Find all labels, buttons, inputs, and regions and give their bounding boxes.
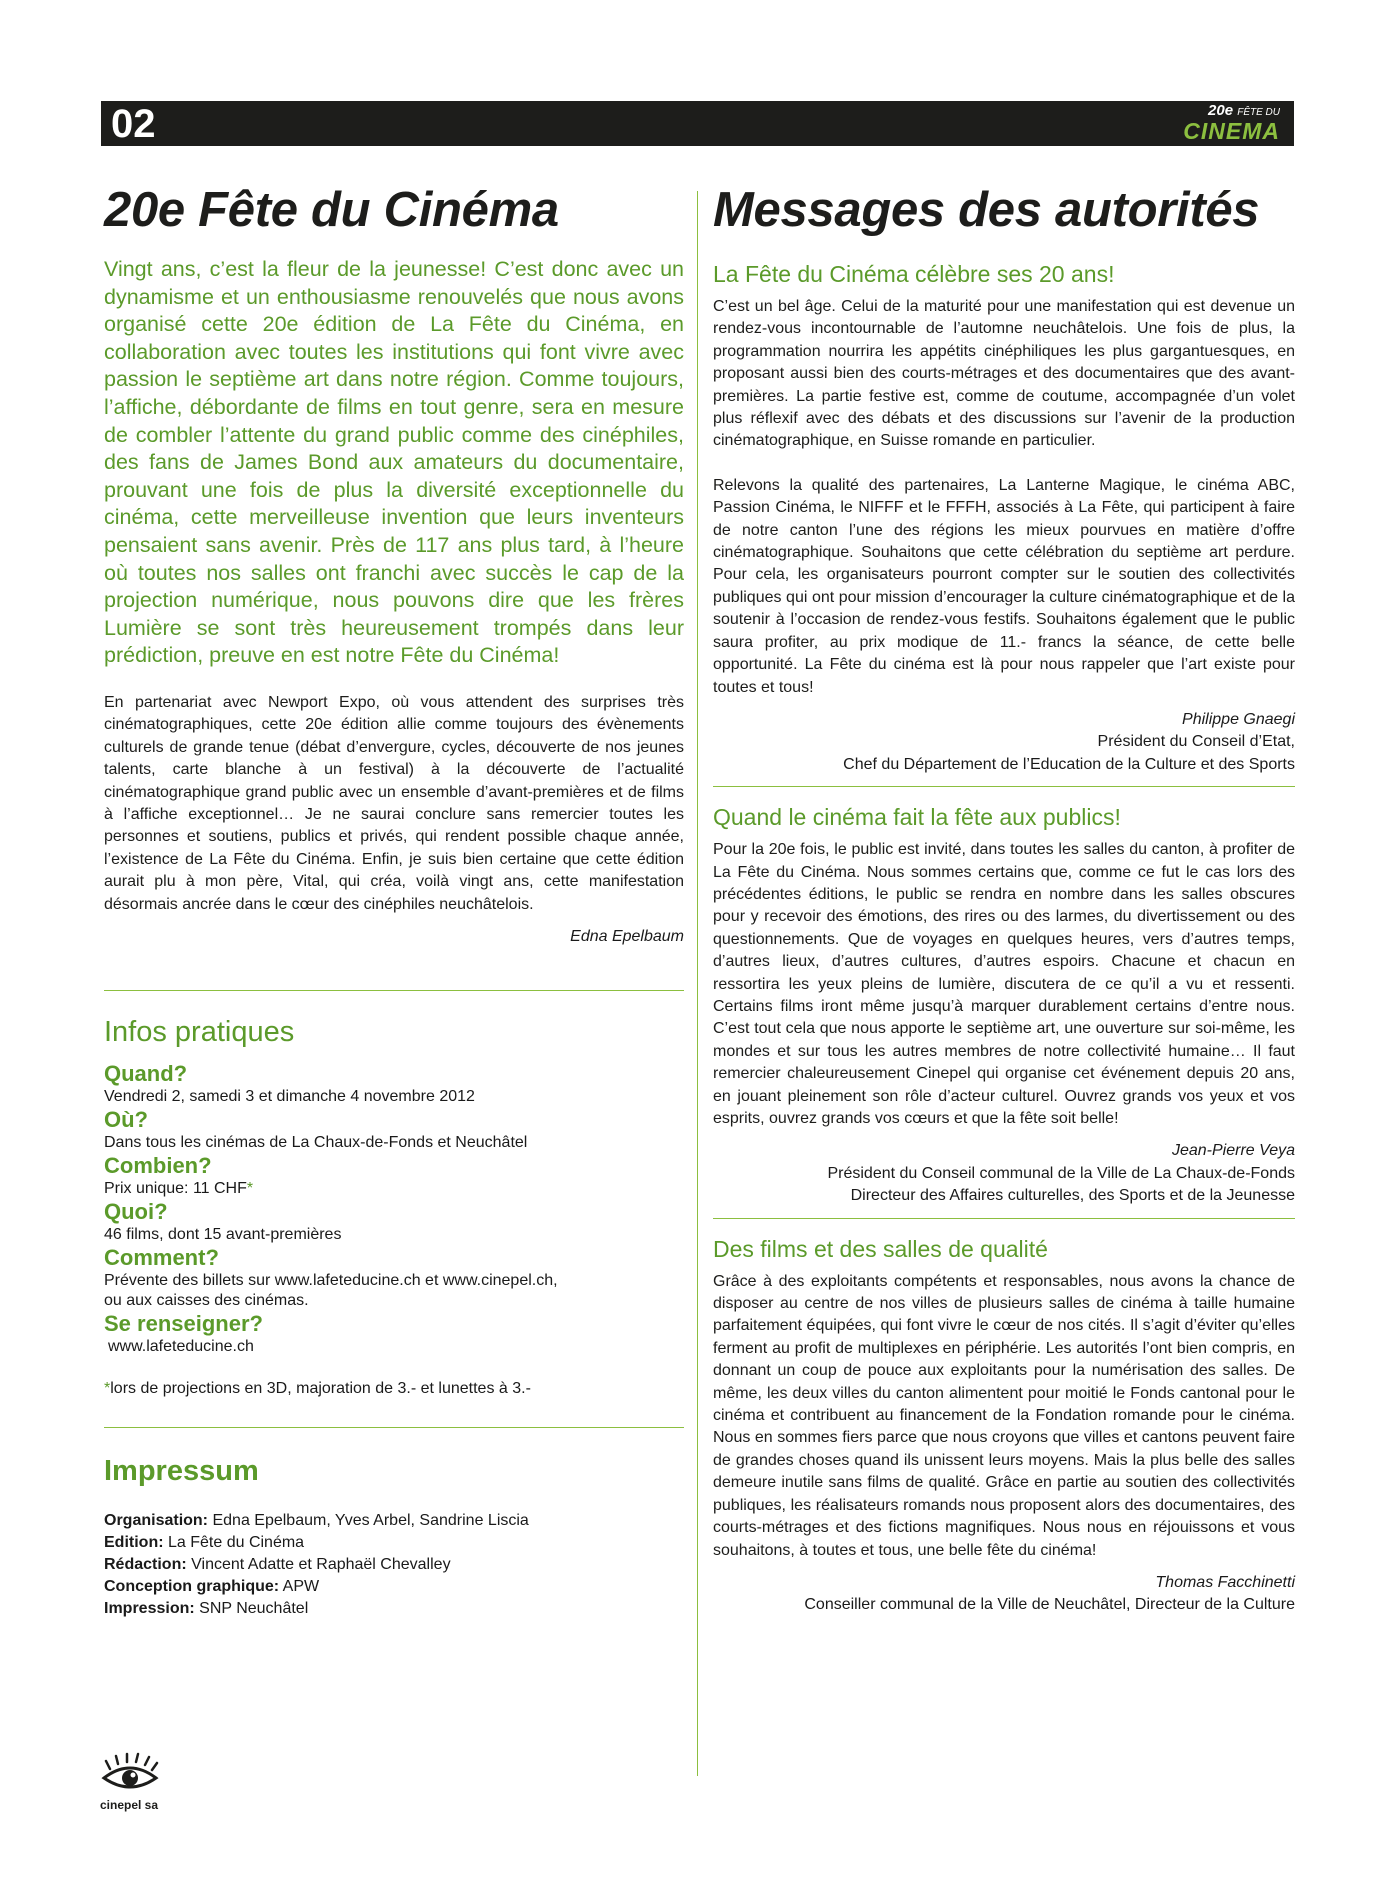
impressum-list [104,1510,684,1620]
section-paragraph: Grâce à des exploitants compétents et responsables, nous avons la chance de disposer au centre de nos villes de plusieurs salles de cinéma à taille humaine parfaitement équipées, qui font vivre le cœur de nos cités. Il s’agit d’éviter qu’elles ferment au profit de multiplexes en périphérie. Les autorités l’ont bien compris, en donnant un coup de pouce aux exploitants pour la numérisation des salles. De même, les deux villes du canton alimentent pour moitié le Fonds cantonal pour le cinéma et contribuent au financement de la Fondation romande pour le cinéma. Nous en sommes fiers parce que nous croyons que villes et cantons peuvent faire de grandes choses quand ils unissent leurs moyens. Mais la plus belle des salles demeure inutile sans films de qualité. Grâce en partie au soutien des collectivités publiques, les réalisateurs romands nous proposent alors des documentaires, des courts-métrages et des fictions magnifiques. Nous nous en réjouissons et vous souhaitons, à toutes et tous, une belle fête du cinéma! [713,1272,1295,1559]
impressum-label: Organisation: [104,1512,209,1530]
divider [713,1218,1295,1219]
footnote-text: lors de projections en 3D, majoration de 3.- et lunettes à 3.- [110,1380,531,1398]
section-heading: La Fête du Cinéma célèbre ses 20 ans! [713,261,1115,287]
impressum-value: Vincent Adatte et Raphaël Chevalley [191,1556,451,1574]
info-answer-text: Prix unique: 11 CHF [104,1180,247,1198]
brand-suffix: FÊTE DU [1237,107,1280,118]
impressum-line [104,1554,684,1576]
impressum-value: SNP Neuchâtel [199,1600,309,1618]
info-question: Quoi? [104,1199,168,1225]
info-question: Quand? [104,1061,188,1087]
left-body: En partenariat avec Newport Expo, où vous attendent des surprises très cinématographiques, cette 20e édition allie comme toujours des évènements culturels de grande tenue (débat d’envergure, cycles, découverte de nos jeunes talents, carte blanche à un festival) à la découverte de l’actualité cinématographique grand public avec un ensemble d’avant-premières et de films à l’affiche exceptionnel… Je ne saurai conclure sans remercier toutes les personnes et soutiens, publics et privés, qui rendent possible chaque année, l’existence de La Fête du Cinéma. Enfin, je suis bien certaine que cette édition aurait plu à mon père, Vital, qui créa, voilà vingt ans, cette manifestation désormais ancrée dans le cœur des cinéphiles neuchâtelois. [104,693,684,913]
divider [104,1427,684,1428]
info-answer: Dans tous les cinémas de La Chaux-de-Fonds et Neuchâtel [104,1134,528,1152]
infos-title: Infos pratiques [104,1016,295,1049]
info-answer-continued: ou aux caisses des cinémas. [104,1292,309,1310]
impressum-line [104,1510,684,1532]
impressum-section [104,1454,684,1620]
impressum-value: APW [282,1578,320,1596]
section-role: Conseiller communal de la Ville de Neuchâtel, Directeur de la Culture [804,1596,1295,1614]
cinepel-logo [100,1752,190,1814]
left-column [104,178,684,1620]
infos-section [104,1015,684,1399]
info-question: Se renseigner? [104,1311,263,1337]
section-paragraph: Relevons la qualité des partenaires, La Lanterne Magique, le cinéma ABC, Passion Cinéma, le NIFFF et le FFFH, associés à La Fête, qui participent à faire de notre canton l’une des régions les mieux pourvues en matière d’offre cinématographique. Souhaitons que cette célébration du septième art perdure. Pour cela, les organisateurs pourront compter sur le soutien des collectivités publiques qui ont pour mission d’encourager la culture cinématographique et de la soutenir à l’occasion de rendez-vous festifs. Souhaitons également que le public saura profiter, au prix modique de 11.- francs la séance, de cette belle opportunité. La Fête du cinéma est là pour nous rappeler que l’art existe pour toutes et tous! [713,476,1295,696]
footnote-marker: * [246,1180,254,1198]
footnote-marker: * [104,1380,111,1398]
info-answer: www.lafeteducine.ch [108,1338,254,1356]
page-header-bar [101,101,1294,146]
section-role: Chef du Département de l’Education de la Culture et des Sports [843,755,1295,773]
lead-paragraph: Vingt ans, c’est la fleur de la jeunesse! C’est donc avec un dynamisme et un enthousiasme renouvelés que nous avons organisé cette 20e édition de La Fête du Cinéma, en collaboration avec toutes les institutions qui font vivre avec passion le septième art dans notre région. Comme toujours, l’affiche, débordante de films en tout genre, sera en mesure de combler l’attente du grand public comme des cinéphiles, des fans de James Bond aux amateurs du documentaire, prouvant une fois de plus la diversité exceptionnelle du cinéma, cette merveilleuse invention que leurs inventeurs pensaient sans avenir. Près de 117 ans plus tard, à l’heure où toutes nos salles ont franchi avec succès le cap de la projection numérique, nous pouvons dire que les frères Lumière se sont très heureusement trompés dans leur prédiction, preuve en est notre Fête du Cinéma! [104,257,684,668]
right-column [713,178,1295,1617]
section-paragraph: C’est un bel âge. Celui de la maturité pour une manifestation qui est devenue un rendez-vous incontournable de l’automne neuchâtelois. Une fois de plus, la programmation nourrira les appétits cinéphiliques les plus gargantuesques, en proposant aussi bien des courts-métrages et des documentaires que des avant-premières. La partie festive est, comme de coutume, accompagnée d’un volet plus réflexif avec des débats et des discussions sur l’avenir de la production cinématographique, en Suisse romande en particulier. [713,298,1295,450]
info-answer: Prévente des billets sur www.lafeteducine.ch et www.cinepel.ch, [104,1272,558,1290]
impressum-value: Edna Epelbaum, Yves Arbel, Sandrine Liscia [212,1512,529,1530]
brand-logo [1183,104,1280,142]
section-heading: Quand le cinéma fait la fête aux publics! [713,804,1121,831]
impressum-label: Edition: [104,1534,164,1552]
right-title: Messages des autorités [713,183,1260,237]
column-divider [697,191,698,1776]
page-number: 02 [111,102,156,146]
impressum-title: Impressum [104,1455,259,1488]
divider [713,786,1295,787]
info-question: Combien? [104,1153,212,1179]
infos-list [104,1061,684,1357]
info-answer: Vendredi 2, samedi 3 et dimanche 4 novembre 2012 [104,1088,475,1106]
section-heading: Des films et des salles de qualité [713,1235,1048,1262]
section-role: Directeur des Affaires culturelles, des Sports et de la Jeunesse [850,1187,1295,1205]
info-answer: 46 films, dont 15 avant-premières [104,1226,342,1244]
section-paragraph: Pour la 20e fois, le public est invité, dans toutes les salles du canton, à profiter de La Fête du Cinéma. Nous sommes certains que, comme ce fut le cas lors des précédentes éditions, le public se rendra en nombre dans les salles obscures pour y recevoir des émotions, des rires ou des larmes, du divertissement ou des questionnements. Que de voyages en quelques heures, vers d’autres temps, d’autres lieux, d’autres cultures, d’autres espoirs. Chacune et chacun en ressortira les yeux pleins de lumière, discutera de ce qu’il a vu et ressenti. Certains films iront même jusqu’à marquer durablement certains d’entre nous. C’est tout cela que nous apporte le septième art, une ouverture sur soi-même, les mondes et sur tous les autres membres de notre collectivité humaine… Il faut remercier chaleureusement Cinepel qui organise cet événement depuis 20 ans, en jouant pleinement son rôle d’acteur culturel. Ouvrez grands vos yeux et vos esprits, ouvrez grands vos cœurs et que la fête soit belle! [713,841,1295,1127]
section-role: Président du Conseil d’Etat, [1097,733,1295,751]
section-signature: Jean-Pierre Veya [1171,1142,1295,1160]
brand-edition: 20e [1208,102,1234,119]
info-question: Comment? [104,1245,219,1271]
impressum-line [104,1532,684,1554]
impressum-value: La Fête du Cinéma [168,1534,305,1552]
logo-text: cinepel sa [100,1798,159,1812]
impressum-label: Impression: [104,1600,195,1618]
section-signature: Thomas Facchinetti [1155,1573,1295,1591]
info-question: Où? [104,1107,148,1133]
impressum-label: Conception graphique: [104,1578,280,1596]
eye-icon [100,1752,160,1798]
section-signature: Philippe Gnaegi [1182,710,1295,728]
brand-main: CINEMA [1183,118,1280,144]
divider [104,990,684,991]
left-signature: Edna Epelbaum [570,927,684,945]
impressum-line [104,1576,684,1598]
infos-footnote [104,1379,684,1399]
section-role: Président du Conseil communal de la Ville de La Chaux-de-Fonds [827,1164,1295,1182]
info-answer [104,1179,684,1199]
left-title: 20e Fête du Cinéma [104,183,559,237]
impressum-label: Rédaction: [104,1556,187,1574]
impressum-line [104,1598,684,1620]
